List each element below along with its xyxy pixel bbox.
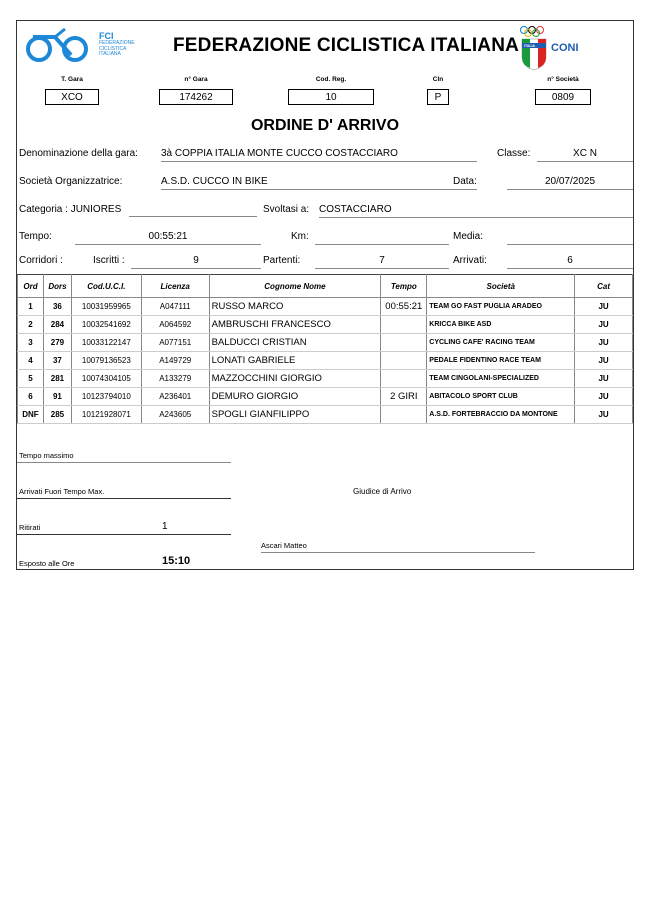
table-row bbox=[18, 298, 633, 316]
coni-text: CONI bbox=[551, 42, 579, 54]
cell-tempo bbox=[381, 352, 427, 370]
cell-name: LONATI GABRIELE bbox=[209, 352, 381, 370]
column-header: Cat bbox=[575, 275, 633, 298]
cell-name: SPOGLI GIANFILIPPO bbox=[209, 406, 381, 424]
table-header-row bbox=[18, 275, 633, 298]
cell-licenza: A236401 bbox=[141, 388, 209, 406]
field-value-ngara: 174262 bbox=[159, 89, 233, 105]
fci-logo-line: ITALIANA bbox=[99, 51, 121, 57]
cell-tempo bbox=[381, 334, 427, 352]
data-label: Data: bbox=[453, 176, 477, 187]
cell-licenza: A133279 bbox=[141, 370, 209, 388]
svolta-value: COSTACCIARO bbox=[319, 204, 633, 218]
denominazione-label: Denominazione della gara: bbox=[19, 148, 138, 159]
cell-ord: 6 bbox=[18, 388, 44, 406]
cell-licenza: A064592 bbox=[141, 316, 209, 334]
cell-dors: 37 bbox=[43, 352, 71, 370]
cell-dors: 285 bbox=[43, 406, 71, 424]
cell-name: AMBRUSCHI FRANCESCO bbox=[209, 316, 381, 334]
cell-uci: 10121928071 bbox=[71, 406, 141, 424]
cell-licenza: A149729 bbox=[141, 352, 209, 370]
cell-dors: 279 bbox=[43, 334, 71, 352]
column-header: Cod.U.C.I. bbox=[71, 275, 141, 298]
fuori-tempo-line bbox=[17, 498, 231, 499]
column-header: Licenza bbox=[141, 275, 209, 298]
giudice-label: Giudice di Arrivo bbox=[353, 487, 412, 496]
cell-societa: A.S.D. FORTEBRACCIO DA MONTONE bbox=[427, 406, 575, 424]
cell-ord: 3 bbox=[18, 334, 44, 352]
categoria-label: Categoria : JUNIORES bbox=[19, 204, 122, 215]
classe-value: XC N bbox=[537, 148, 633, 162]
cell-licenza: A047111 bbox=[141, 298, 209, 316]
giudice-signature-line bbox=[261, 552, 535, 553]
media-label: Media: bbox=[453, 231, 484, 242]
table-row bbox=[18, 370, 633, 388]
cell-name: MAZZOCCHINI GIORGIO bbox=[209, 370, 381, 388]
esposto-label: Esposto alle Ore bbox=[19, 559, 75, 568]
fci-logo-line: FEDERAZIONE bbox=[99, 40, 135, 46]
table-row bbox=[18, 388, 633, 406]
cell-dors: 36 bbox=[43, 298, 71, 316]
partenti-value: 7 bbox=[315, 255, 449, 269]
field-label-nsocieta: n° Società bbox=[547, 76, 579, 83]
field-value-nsocieta: 0809 bbox=[535, 89, 591, 105]
column-header: Cognome Nome bbox=[209, 275, 381, 298]
classe-label: Classe: bbox=[497, 148, 531, 159]
arrivati-label: Arrivati: bbox=[453, 255, 487, 266]
table-row bbox=[18, 316, 633, 334]
societa-label: Società Organizzatrice: bbox=[19, 176, 123, 187]
fci-logo bbox=[25, 27, 155, 67]
cell-uci: 10123794010 bbox=[71, 388, 141, 406]
cell-cat: JU bbox=[575, 352, 633, 370]
cell-name: RUSSO MARCO bbox=[209, 298, 381, 316]
cell-cat: JU bbox=[575, 298, 633, 316]
cell-dors: 281 bbox=[43, 370, 71, 388]
field-label-ngara: n° Gara bbox=[184, 76, 208, 83]
cell-societa: PEDALE FIDENTINO RACE TEAM bbox=[427, 352, 575, 370]
cell-ord: 4 bbox=[18, 352, 44, 370]
cell-tempo bbox=[381, 370, 427, 388]
cell-licenza: A243605 bbox=[141, 406, 209, 424]
ritirati-line bbox=[17, 534, 231, 535]
table-row bbox=[18, 352, 633, 370]
cell-uci: 10074304105 bbox=[71, 370, 141, 388]
cell-cat: JU bbox=[575, 370, 633, 388]
cell-tempo bbox=[381, 316, 427, 334]
table-row bbox=[18, 334, 633, 352]
cell-ord: DNF bbox=[18, 406, 44, 424]
cell-uci: 10033122147 bbox=[71, 334, 141, 352]
field-value-cln: P bbox=[427, 89, 449, 105]
results-table bbox=[17, 274, 633, 424]
table-row bbox=[18, 406, 633, 424]
tempo-massimo-line bbox=[17, 462, 231, 463]
cell-cat: JU bbox=[575, 388, 633, 406]
column-header: Tempo bbox=[381, 275, 427, 298]
data-value: 20/07/2025 bbox=[507, 176, 633, 190]
tempo-massimo-label: Tempo massimo bbox=[19, 451, 74, 460]
cell-dors: 284 bbox=[43, 316, 71, 334]
arrival-order-sheet bbox=[16, 20, 634, 570]
cell-uci: 10032541692 bbox=[71, 316, 141, 334]
km-value bbox=[315, 231, 449, 245]
coni-logo bbox=[517, 25, 597, 71]
arrivati-value: 6 bbox=[507, 255, 633, 269]
tempo-value: 00:55:21 bbox=[75, 231, 261, 245]
column-header: Ord bbox=[18, 275, 44, 298]
cell-uci: 10031959965 bbox=[71, 298, 141, 316]
cell-cat: JU bbox=[575, 406, 633, 424]
fci-logo-line: CICLISTICA bbox=[99, 45, 127, 52]
cell-tempo: 2 GIRI bbox=[381, 388, 427, 406]
fci-logo-text: FCI bbox=[99, 31, 114, 41]
ritirati-label: Ritirati bbox=[19, 523, 41, 532]
iscritti-value: 9 bbox=[131, 255, 261, 269]
societa-value: A.S.D. CUCCO IN BIKE bbox=[161, 176, 477, 190]
cell-ord: 5 bbox=[18, 370, 44, 388]
cell-societa: TEAM GO FAST PUGLIA ARADEO bbox=[427, 298, 575, 316]
field-label-tgara: T. Gara bbox=[61, 76, 83, 83]
field-value-codreg: 10 bbox=[288, 89, 374, 105]
cell-uci: 10079136523 bbox=[71, 352, 141, 370]
cell-cat: JU bbox=[575, 334, 633, 352]
esposto-value: 15:10 bbox=[162, 555, 191, 567]
cell-societa: CYCLING CAFE' RACING TEAM bbox=[427, 334, 575, 352]
cell-societa: TEAM CINGOLANI-SPECIALIZED bbox=[427, 370, 575, 388]
document-title: ORDINE D' ARRIVO bbox=[250, 117, 400, 134]
cell-societa: ABITACOLO SPORT CLUB bbox=[427, 388, 575, 406]
field-label-cln: Cln bbox=[432, 76, 444, 83]
federation-title: FEDERAZIONE CICLISTICA ITALIANA bbox=[173, 35, 520, 56]
cell-name: DEMURO GIORGIO bbox=[209, 388, 381, 406]
bicycle-logo-icon bbox=[25, 27, 91, 63]
column-header: Dors bbox=[43, 275, 71, 298]
olympic-rings-shield-icon bbox=[517, 25, 551, 71]
cell-name: BALDUCCI CRISTIAN bbox=[209, 334, 381, 352]
cell-tempo bbox=[381, 406, 427, 424]
cell-dors: 91 bbox=[43, 388, 71, 406]
media-value bbox=[507, 231, 633, 245]
iscritti-label: Iscritti : bbox=[93, 255, 125, 266]
svolta-label: Svoltasi a: bbox=[263, 204, 310, 215]
cell-societa: KRICCA BIKE ASD bbox=[427, 316, 575, 334]
fuori-tempo-label: Arrivati Fuori Tempo Max. bbox=[19, 487, 105, 496]
km-label: Km: bbox=[291, 231, 309, 242]
field-value-tgara: XCO bbox=[45, 89, 99, 105]
tempo-label: Tempo: bbox=[19, 231, 52, 242]
cell-tempo: 00:55:21 bbox=[381, 298, 427, 316]
cell-cat: JU bbox=[575, 316, 633, 334]
italia-text: ITALIA bbox=[524, 44, 536, 48]
partenti-label: Partenti: bbox=[263, 255, 301, 266]
cell-ord: 2 bbox=[18, 316, 44, 334]
giudice-name: Ascari Matteo bbox=[261, 541, 307, 550]
ritirati-value: 1 bbox=[162, 521, 168, 532]
field-label-codreg: Cod. Reg. bbox=[315, 76, 347, 83]
corridori-label: Corridori : bbox=[19, 255, 63, 266]
column-header: Società bbox=[427, 275, 575, 298]
cell-ord: 1 bbox=[18, 298, 44, 316]
denominazione-value: 3à COPPIA ITALIA MONTE CUCCO COSTACCIARO bbox=[161, 148, 477, 162]
cell-licenza: A077151 bbox=[141, 334, 209, 352]
